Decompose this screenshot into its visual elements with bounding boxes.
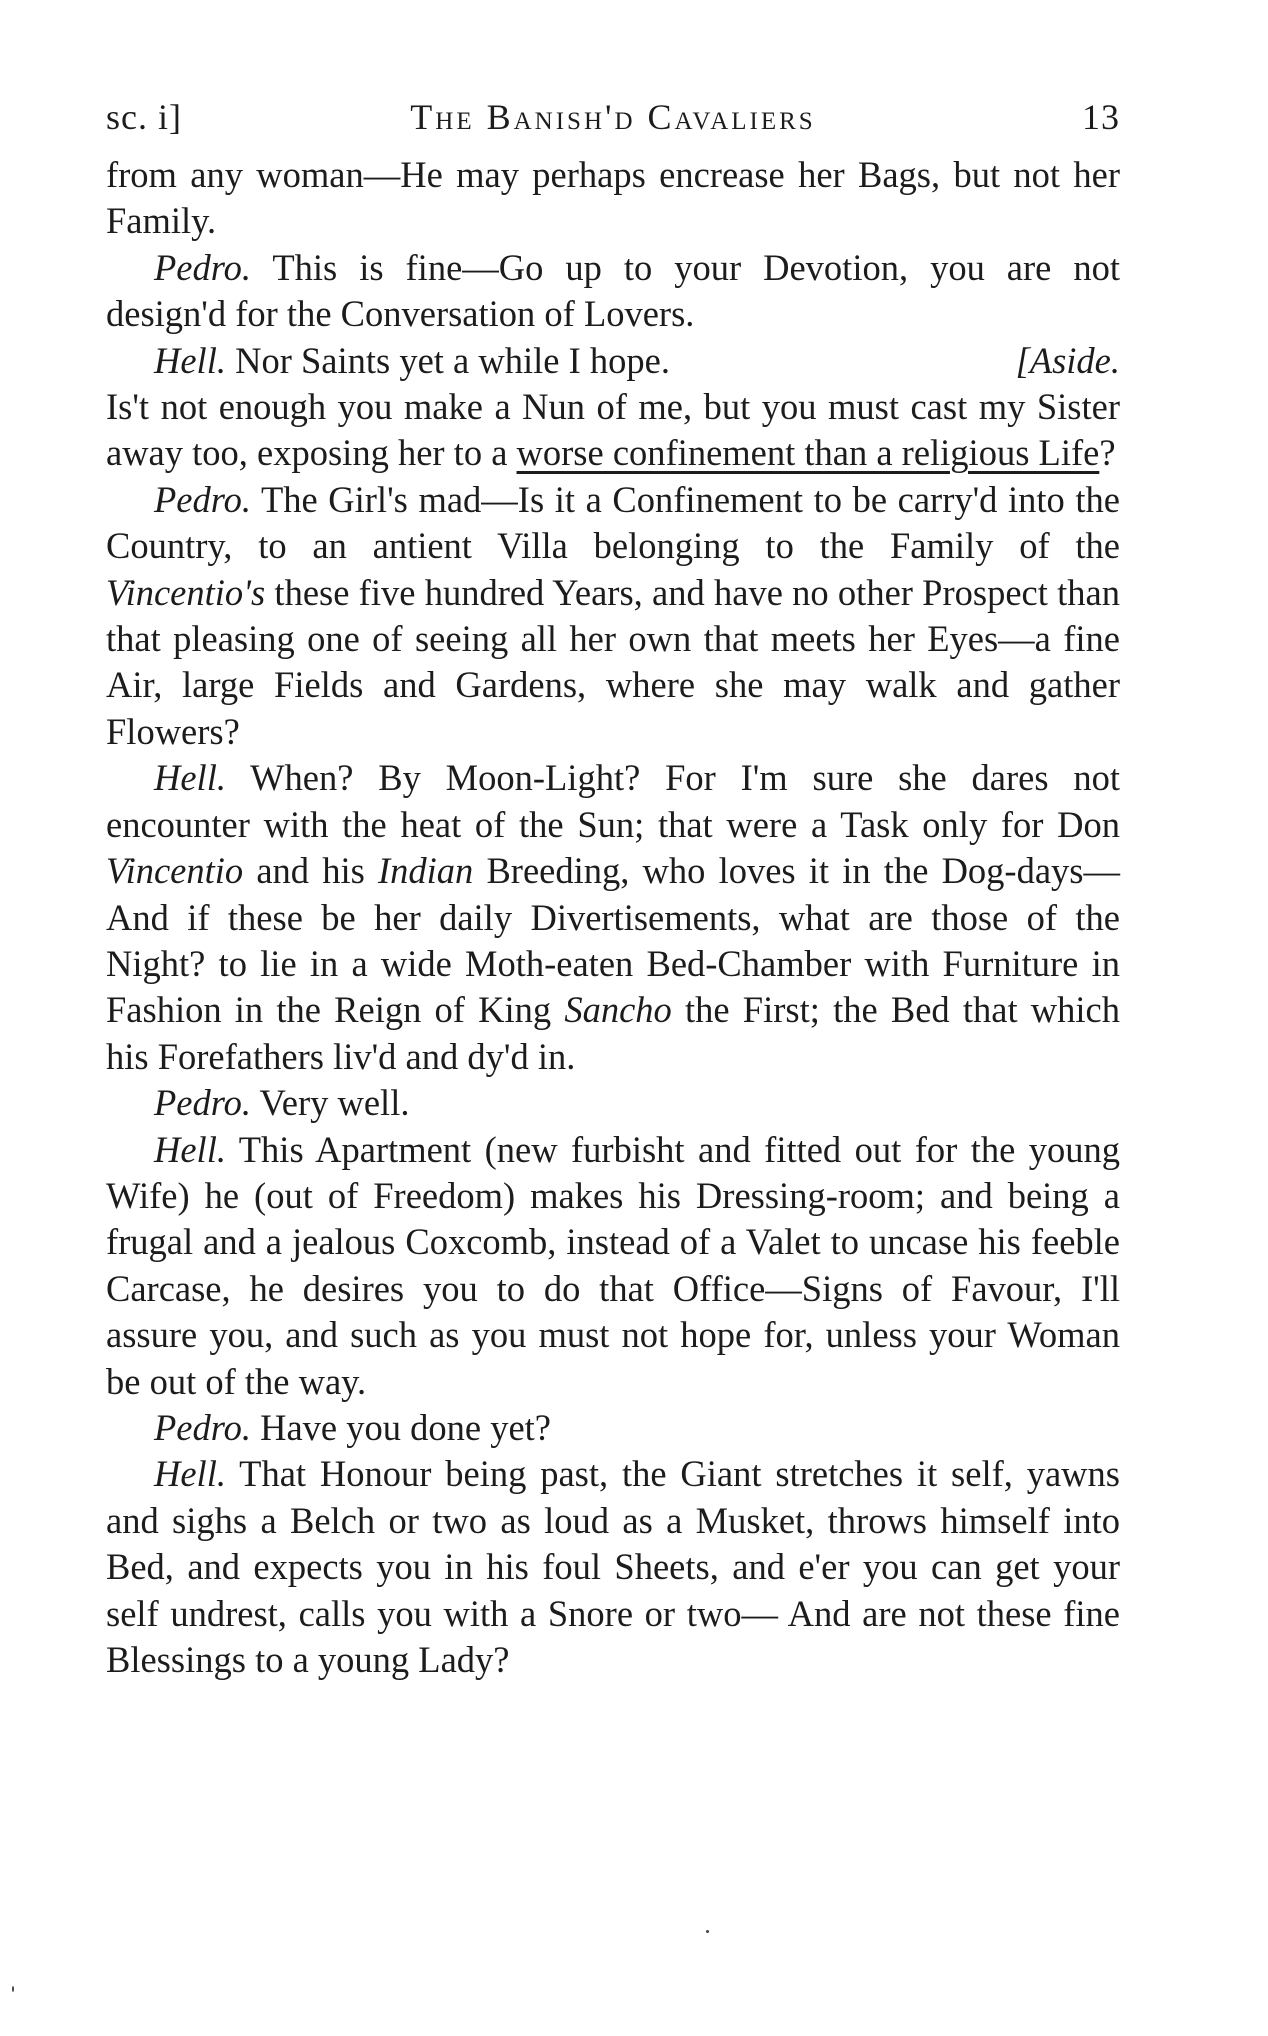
paragraph: Pedro. Have you done yet? (154, 1406, 551, 1448)
running-title: The Banish'd Cavaliers (410, 97, 816, 137)
underlined-phrase: worse confinement than a religious Life (516, 432, 1100, 474)
paragraph: Is't not enough you make a Nun of me, but you must cast my Sister away too, exposing her to a worse confinement than a religious Life? (106, 386, 1120, 474)
body-text (106, 152, 1120, 1683)
speaker-name: Pedro. (154, 1082, 251, 1124)
paragraph: Pedro. This is fine—Go up to your Devotion, you are not design'd for the Conversation of Lovers. (106, 246, 1120, 335)
paragraph: Hell. This Apartment (new furbisht and fitted out for the young Wife) he (out of Freedom) makes his Dressing-room; and being a frugal and a jealous Coxcomb, instead of a Valet to uncase his feeble Carcase, he desires you to do that Office—Signs of Favour, I'll assure you, and such as you must not hope for, unless your Woman be out of the way. (106, 1128, 1121, 1402)
paragraph: Hell. That Honour being past, the Giant stretches it self, yawns and sighs a Belch or two as loud as a Musket, throws himself into Bed, and expects you in his foul Sheets, and e'er you can get your self undrest, calls you with a Snore or two— And are not these fine Blessings to a young Lady? (106, 1453, 1120, 1680)
speaker-name: Pedro. (154, 478, 251, 520)
running-header (106, 96, 1120, 146)
speaker-name: Hell. (154, 339, 226, 381)
section-marker: sc. i] (106, 97, 182, 137)
paragraph: from any woman—He may perhaps encrease her Bags, but not her Family. (106, 154, 1120, 242)
speaker-name: Pedro. (154, 1406, 251, 1448)
speaker-name: Hell. (154, 757, 226, 799)
speaker-name: Pedro. (154, 246, 251, 288)
ink-speck (12, 1986, 14, 1992)
speaker-name: Hell. (154, 1128, 226, 1170)
paragraph: Hell. When? By Moon-Light? For I'm sure she dares not encounter with the heat of the Sun; that were a Task only for Don Vincentio and his Indian Breeding, who loves it in the Dog-days—And if these be her daily Divertisements, what are those of the Night? to lie in a wide Moth-eaten Bed-Chamber with Furniture in Fashion in the Reign of King Sancho the First; the Bed that which his Forefathers liv'd and dy'd in. (106, 757, 1120, 1077)
paragraph: Hell. Nor Saints yet a while I hope. [Aside. (106, 338, 1120, 384)
stage-direction: [Aside. (1015, 339, 1120, 381)
ink-speck (706, 1930, 709, 1933)
paragraph: Pedro. The Girl's mad—Is it a Confinement to be carry'd into the Country, to an antient Villa belonging to the Family of the Vincentio's these five hundred Years, and have no other Prospect than that pleasing one of seeing all her own that meets her Eyes—a fine Air, large Fields and Gardens, where she may walk and gather Flowers? (106, 478, 1120, 752)
page-number: 13 (1082, 97, 1120, 137)
speaker-name: Hell. (154, 1453, 226, 1495)
paragraph: Pedro. Very well. (154, 1082, 410, 1124)
